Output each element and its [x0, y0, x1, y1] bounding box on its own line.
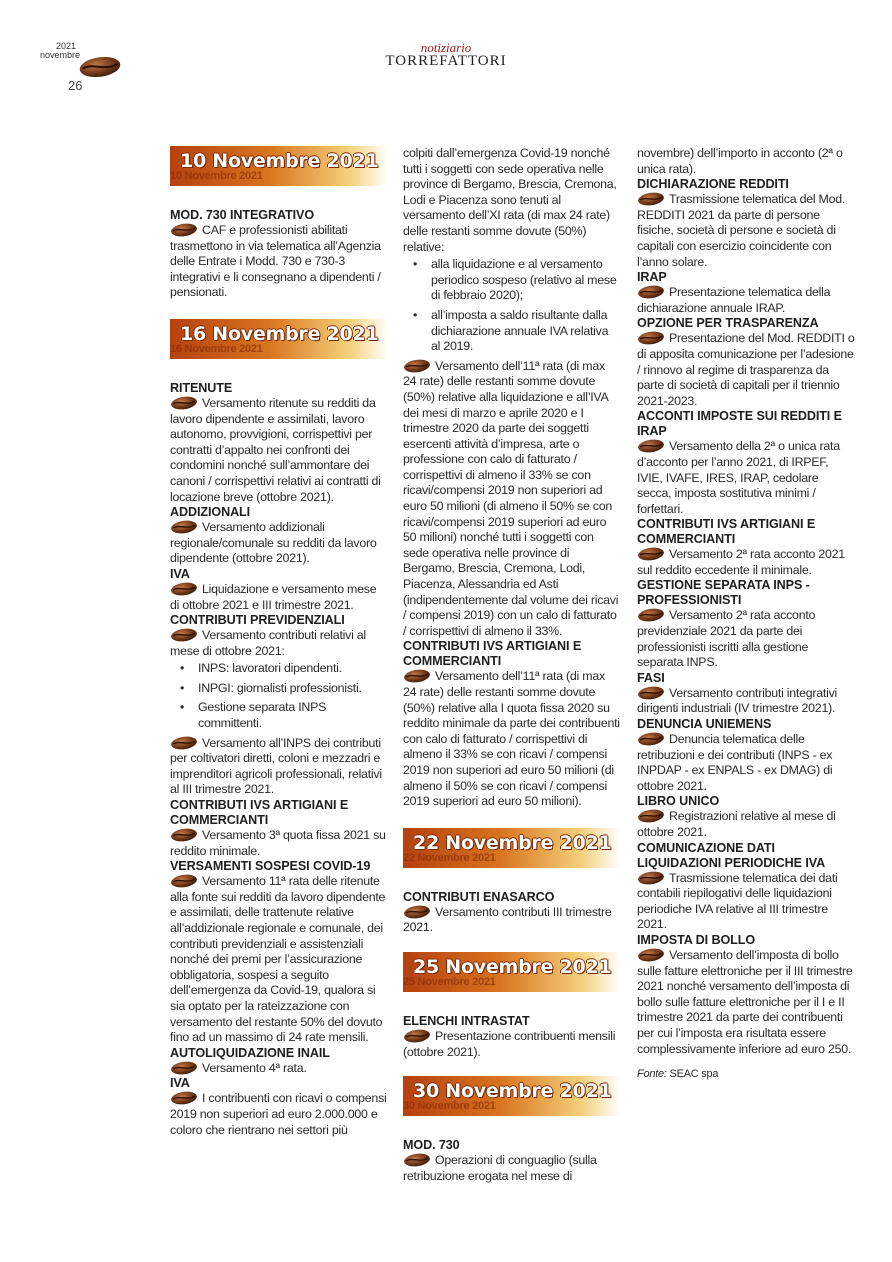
section-text: Versamento 11ª rata delle ritenute alla fonte sui redditi da lavoro dipendente e assimilati, delle trattenute relative all’addizionale regionale e comunale, dei contributi previdenziali e assistenziali nonché dei premi per l’assicurazione obbligatoria, sospesi a seguito dell’emergenza da Covid-19, qualora si sia optato per la rateizzazione con versamento del restante 50% del dovuto fino ad un massimo di 24 rate mensili. [170, 874, 386, 1045]
coffee-bean-icon [637, 732, 665, 746]
section-title: LIBRO UNICO [637, 794, 720, 809]
brand-bottom: TORREFATTORI [385, 53, 507, 69]
section-title: MOD. 730 [403, 1138, 460, 1153]
header-month: novembre [40, 50, 81, 60]
section-title: CONTRIBUTI IVS ARTIGIANI E COMMERCIANTI [637, 517, 816, 547]
section-text: novembre) dell’importo in acconto (2ª o unica rata). [637, 146, 843, 176]
section-title: DENUNCIA UNIEMENS [637, 717, 772, 732]
section-text: Versamento ritenute su redditi da lavoro dipendente e assimilati, lavoro autonomo, provvigioni, corrispettivi per contratti d’appalto nei confronti dei condomini nonché sull’ammontare dei canoni / corrispettivi relativi ai contratti di locazione breve (ottobre 2021). [170, 395, 381, 504]
section-title: IRAP [637, 270, 667, 285]
bullet-list [170, 661, 388, 731]
section-title: IVA [170, 1076, 190, 1091]
date-banner-22 [403, 828, 620, 868]
section-title: ACCONTI IMPOSTE SUI REDDITI E IRAP [637, 409, 842, 439]
date-banner-label: 16 Novembre 2021 [180, 322, 379, 345]
coffee-bean-icon [637, 809, 665, 823]
header-year: 2021 [55, 41, 77, 51]
coffee-bean-icon [170, 736, 198, 750]
list-item: • INPGI: giornalisti professionisti. [188, 681, 388, 697]
section-title: VERSAMENTI SOSPESI COVID-19 [170, 859, 371, 874]
column-1 [170, 146, 388, 1138]
date-banner-10 [170, 146, 388, 186]
section-title: DICHIARAZIONE REDDITI [637, 177, 789, 192]
list-item: • all’imposta a saldo risultante dalla dichiarazione annuale IVA relativa al 2019. [421, 308, 620, 355]
section-title: ELENCHI INTRASTAT [403, 1013, 530, 1028]
section-text: Liquidazione e versamento mese di ottobre 2021 e III trimestre 2021. [170, 581, 377, 612]
section-title: OPZIONE PER TRASPARENZA [637, 316, 819, 331]
coffee-bean-icon [170, 223, 198, 237]
page-number: 26 [68, 78, 83, 93]
section-text: CAF e professionisti abilitati trasmettono in via telematica all’Agenzia delle Entrate i Modd. 730 e 730-3 integrativi e li consegnano a dipendenti / pensionati. [170, 223, 381, 300]
section-title: COMUNICAZIONE DATI LIQUIDAZIONI PERIODICHE IVA [637, 840, 826, 870]
date-banner-shadow: 22 Novembre 2021 [403, 851, 496, 864]
list-item: • INPS: lavoratori dipendenti. [188, 661, 388, 677]
coffee-bean-icon [170, 520, 198, 534]
source-value: SEAC spa [669, 1068, 719, 1081]
section-title: RITENUTE [170, 380, 233, 395]
bullet-list [403, 257, 620, 355]
coffee-bean-icon [637, 871, 665, 885]
coffee-bean-icon [637, 285, 665, 299]
coffee-bean-icon [637, 439, 665, 453]
section-text: Versamento addizionali regionale/comunale su redditi da lavoro dipendente (ottobre 2021). [170, 520, 377, 566]
brand-masthead [0, 42, 892, 68]
section-text: Registrazioni relative al mese di ottobre 2021. [637, 809, 836, 839]
section-text: Presentazione telematica della dichiarazione annuale IRAP. [637, 285, 831, 315]
coffee-bean-icon [637, 686, 665, 700]
section-text: Versamento 3ª quota fissa 2021 su reddito minimale. [170, 828, 386, 858]
section-text: I contribuenti con ricavi o compensi 2019 non superiori ad euro 2.000.000 e coloro che rientrano nei settori più [170, 1091, 387, 1137]
date-banner-shadow: 16 Novembre 2021 [170, 342, 263, 355]
coffee-bean-icon [637, 948, 665, 962]
date-banner-label: 22 Novembre 2021 [413, 831, 612, 854]
section-text: Versamento dell’11ª rata (di max 24 rate) delle restanti somme dovute (50%) relative alla I quota fissa 2020 su reddito minimale da parte dei contribuenti con calo di fatturato / corrispettivi di almeno il 33% se con ricavi / compensi 2019 non superiori ad euro 50 milioni (di almeno il 50% se con ricavi / compensi 2019 superiori ad euro 50 milioni). [403, 669, 620, 809]
section-text: Versamento contributi integrativi dirigenti industriali (IV trimestre 2021). [637, 685, 838, 716]
section-title: GESTIONE SEPARATA INPS - PROFESSIONISTI [637, 578, 810, 608]
coffee-bean-icon [170, 874, 198, 888]
section-text: Denuncia telematica delle retribuzioni e dei contributi (INPS - ex INPDAP - ex ENPALS - ex DMAG) di ottobre 2021. [637, 732, 833, 793]
section-text: Operazioni di conguaglio (sulla retribuzione erogata nel mese di [403, 1153, 597, 1183]
section-title: CONTRIBUTI PREVIDENZIALI [170, 613, 345, 628]
section-title: ADDIZIONALI [170, 505, 251, 520]
section-title: CONTRIBUTI IVS ARTIGIANI E COMMERCIANTI [403, 639, 582, 669]
coffee-bean-icon [637, 608, 665, 622]
section-title: IVA [170, 566, 190, 581]
coffee-bean-icon [170, 628, 198, 642]
section-text: Versamento dell’imposta di bollo sulle fatture elettroniche per il III trimestre 2021 nonché versamento dell’imposta di bollo sulle fatture elettroniche per il I e II trimestre 2021 da parte dei contribuenti per cui l’imposta era risultata essere complessivamente inferiore ad euro 250. [637, 947, 853, 1056]
coffee-bean-icon [403, 1153, 431, 1167]
coffee-bean-icon [170, 582, 198, 596]
date-banner-shadow: 30 Novembre 2021 [403, 1100, 496, 1113]
section-text: Versamento 4ª rata. [170, 1061, 388, 1077]
section-text: Versamento 2ª rata acconto 2021 sul reddito eccedente il minimale. [637, 547, 845, 577]
coffee-bean-icon [170, 1091, 198, 1105]
date-banner-16 [170, 319, 388, 359]
section-title: CONTRIBUTI ENASARCO [403, 889, 555, 904]
date-banner-shadow: 25 Novembre 2021 [403, 975, 496, 988]
section-text: colpiti dall’emergenza Covid-19 nonché tutti i soggetti con sede operativa nelle province di Bergamo, Brescia, Cremona, Lodi e Piacenza sono tenuti al versamento dell’XI rata (di max 24 rate) delle restanti somme dovute (50%) relative: [403, 146, 617, 254]
date-banner-label: 10 Novembre 2021 [180, 150, 379, 172]
section-text: Presentazione contribuenti mensili (ottobre 2021). [403, 1028, 616, 1059]
coffee-bean-icon [403, 359, 431, 373]
coffee-bean-icon [403, 1029, 431, 1043]
section-title: MOD. 730 INTEGRATIVO [170, 208, 315, 222]
column-2 [403, 146, 620, 1184]
source-label: Fonte: [637, 1068, 667, 1081]
coffee-bean-icon [170, 828, 198, 842]
section-text: Versamento contributi relativi al mese di ottobre 2021: [170, 628, 366, 658]
coffee-bean-icon [170, 1061, 198, 1075]
section-text: Versamento all’INPS dei contributi per coltivatori diretti, coloni e mezzadri e imprenditori agricoli professionali, relativi al III trimestre 2021. [170, 735, 382, 797]
section-title: FASI [637, 670, 665, 685]
section-text: Versamento della 2ª o unica rata d’acconto per l’anno 2021, di IRPEF, IVIE, IVAFE, IRES, IRAP, cedolare secca, imposta sostitutiva minimi / forfettari. [637, 439, 840, 516]
date-banner-30 [403, 1076, 620, 1116]
coffee-bean-icon [403, 905, 431, 919]
section-text: Versamento contributi III trimestre 2021. [403, 904, 612, 935]
section-text: Versamento dell’11ª rata (di max 24 rate) delle restanti somme dovute (50%) relative alla liquidazione e all’IVA dei mesi di marzo e aprile 2020 e I trimestre 2020 da parte dei soggetti esercenti attività d’impresa, arte o professione con calo di fatturato / corrispettivi di almeno il 33% se con ricavi/compensi 2019 non superiori ad euro 50 milioni (di almeno il 50% se con ricavi/compensi 2019 superiori ad euro 50 milioni) nonché tutti i soggetti con sede operativa nelle province di Bergamo, Brescia, Cremona, Lodi, Piacenza, Alessandria ed Asti (indipendentemente dal volume dei ricavi / compensi 2019) con un calo di fatturato / corrispettivi di almeno il 33%. [403, 358, 619, 638]
section-title: AUTOLIQUIDAZIONE INAIL [170, 1045, 330, 1060]
brand-top: notiziario [420, 40, 472, 55]
date-banner-label: 30 Novembre 2021 [413, 1080, 612, 1103]
list-item: • Gestione separata INPS committenti. [188, 700, 388, 731]
coffee-bean-icon [637, 547, 665, 561]
source-note [637, 1067, 855, 1083]
section-text: Versamento 2ª rata acconto previdenziale 2021 da parte dei professionisti iscritti alla gestione separata INPS. [637, 608, 816, 670]
date-banner-label: 25 Novembre 2021 [413, 955, 612, 978]
coffee-bean-icon [403, 669, 431, 683]
list-item: • alla liquidazione e al versamento periodico sospeso (relativo al mese di febbraio 2020); [421, 257, 620, 304]
section-text: Presentazione del Mod. REDDITI o di apposita comunicazione per l’adesione / rinnovo al regime di trasparenza da parte di società di capitali per il triennio 2021-2023. [637, 331, 855, 408]
coffee-bean-icon [637, 331, 665, 345]
section-text: Trasmissione telematica dei dati contabili riepilogativi delle liquidazioni periodiche IVA relative al III trimestre 2021. [637, 870, 838, 932]
section-text: Trasmissione telematica del Mod. REDDITI 2021 da parte di persone fisiche, società di persone e società di capitali con esercizio coincidente con l’anno solare. [637, 192, 846, 269]
column-3 [637, 146, 855, 1083]
section-title: CONTRIBUTI IVS ARTIGIANI E COMMERCIANTI [170, 798, 349, 828]
coffee-bean-icon [637, 192, 665, 206]
coffee-bean-icon [170, 396, 198, 410]
date-banner-25 [403, 952, 620, 992]
section-title: IMPOSTA DI BOLLO [637, 932, 756, 947]
date-banner-shadow: 10 Novembre 2021 [170, 170, 263, 182]
